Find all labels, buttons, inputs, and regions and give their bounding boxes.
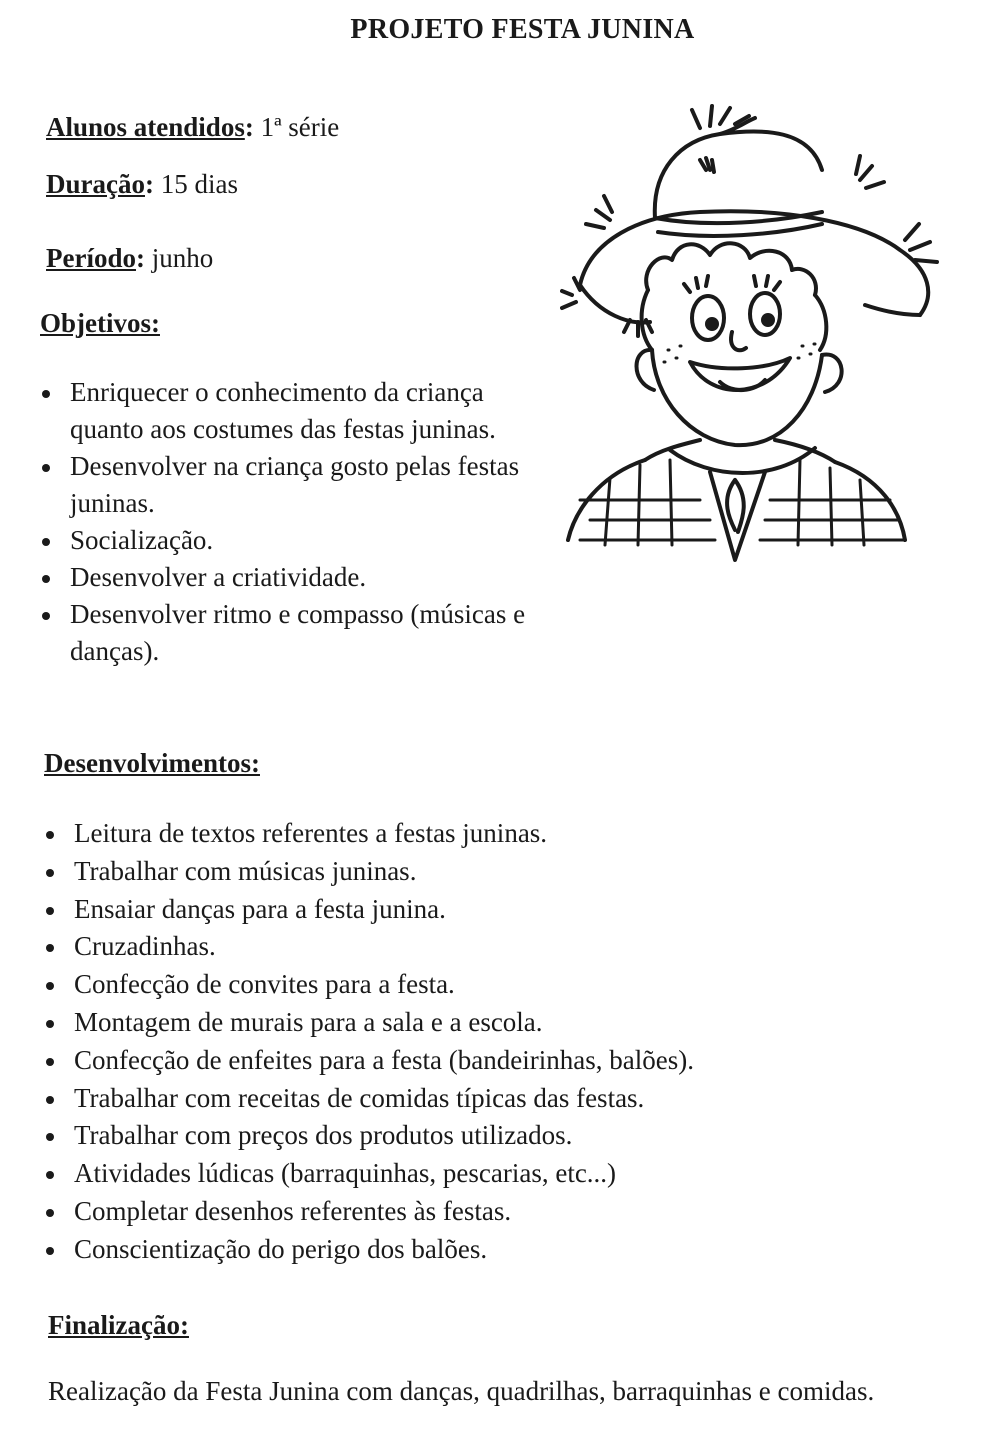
page-title: PROJETO FESTA JUNINA [350,14,695,45]
list-item: Conscientização do perigo dos balões. [44,1231,944,1269]
development-heading: Desenvolvimentos: [44,748,260,778]
objectives-heading: Objetivos: [40,308,160,338]
finalization-text: Realização da Festa Junina com danças, quadrilhas, barraquinhas e comidas. [48,1376,875,1406]
duration-value: 15 dias [160,169,238,199]
list-item: Trabalhar com músicas juninas. [44,853,944,891]
list-item: Enriquecer o conhecimento da criança quanto aos costumes das festas juninas. [40,374,560,448]
period-label: Período [46,243,136,273]
list-item: Completar desenhos referentes às festas. [44,1193,944,1231]
students-label: Alunos atendidos [46,112,245,142]
period-value: junho [151,243,214,273]
list-item: Leitura de textos referentes a festas juninas. [44,815,944,853]
finalization-heading: Finalização: [48,1310,189,1340]
list-item: Atividades lúdicas (barraquinhas, pescarias, etc...) [44,1155,944,1193]
list-item: Trabalhar com preços dos produtos utilizados. [44,1117,944,1155]
development-list [44,815,944,1269]
objectives-list [40,374,560,670]
students-field: Alunos atendidos: 1ª série [46,112,340,142]
list-item: Montagem de murais para a sala e a escola. [44,1004,944,1042]
caipira-boy-straw-hat-icon [560,100,950,590]
list-item: Desenvolver a criatividade. [40,559,560,596]
period-field: Período: junho [46,243,214,273]
list-item: Desenvolver na criança gosto pelas festas juninas. [40,448,560,522]
list-item: Cruzadinhas. [44,928,944,966]
list-item: Socialização. [40,522,560,559]
students-value: 1ª série [260,112,340,142]
list-item: Confecção de enfeites para a festa (bandeirinhas, balões). [44,1042,944,1080]
list-item: Desenvolver ritmo e compasso (músicas e danças). [40,596,560,670]
duration-field: Duração: 15 dias [46,169,238,199]
list-item: Ensaiar danças para a festa junina. [44,891,944,929]
duration-label: Duração [46,169,145,199]
list-item: Trabalhar com receitas de comidas típicas das festas. [44,1080,944,1118]
list-item: Confecção de convites para a festa. [44,966,944,1004]
